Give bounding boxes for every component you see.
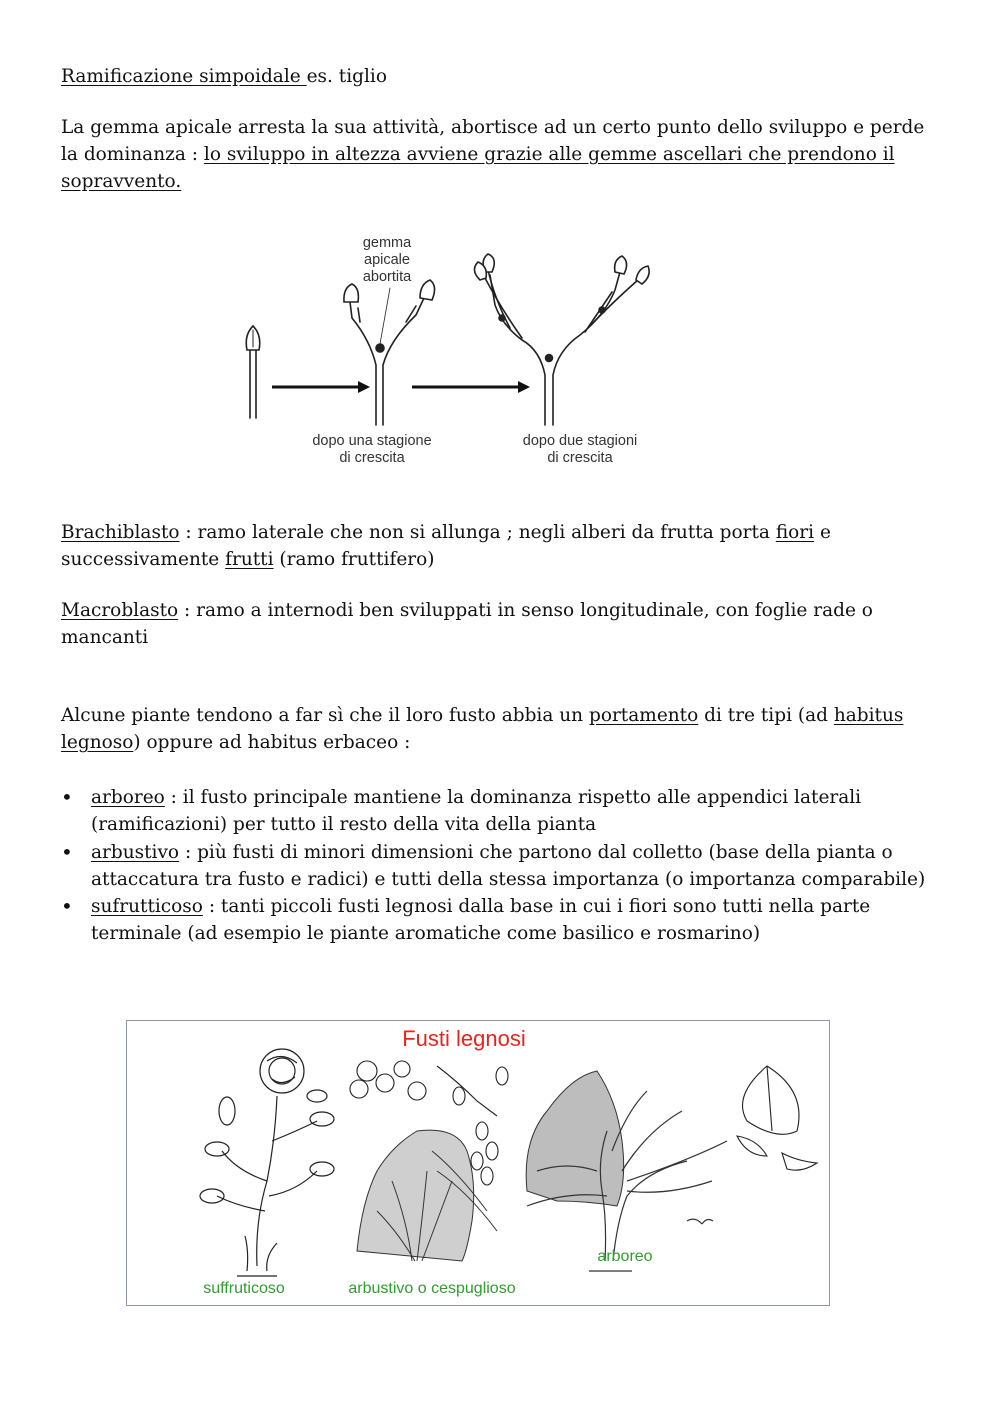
macroblasto-term: Macroblasto: [61, 600, 179, 621]
heading-title: Ramificazione simpoidale: [61, 66, 307, 87]
stage2-right-branch: [383, 298, 424, 425]
aborted-bud-mark: [376, 344, 384, 352]
caption-one-season-1: dopo una stagione: [312, 433, 432, 449]
sympodial-branching-diagram: [240, 230, 670, 475]
brachiblasto-text-1: : ramo laterale che non si allunga ; negli alberi da frutta porta: [179, 522, 776, 543]
brachiblasto-term: Brachiblasto: [61, 522, 180, 543]
intro-text-3: ) oppure ad habitus erbaceo :: [133, 732, 411, 753]
brachiblasto-paragraph: [61, 519, 941, 573]
para1-text: La gemma apicale arresta la sua attività, abortisce ad un certo punto dello sviluppo e perde la dominanza :: [61, 117, 925, 165]
tree-drawing: [526, 1071, 727, 1271]
caption-two-seasons-1: dopo due stagioni: [522, 433, 638, 449]
woody-stems-illustration: [127, 1021, 831, 1307]
bullet-term-arbustivo: arbustivo: [91, 841, 180, 863]
bullet-term-arboreo: arboreo: [91, 787, 165, 808]
intro-habitus-legnoso: habitus legnoso: [61, 705, 904, 753]
intro-text-2: di tre tipi (ad: [698, 705, 834, 726]
intro-portamento: portamento: [588, 705, 699, 726]
bullet-text: : il fusto principale mantiene la dominanza rispetto alle appendici laterali (ramificazioni) per tutto il resto della vita della pianta: [91, 787, 862, 836]
bullet-term-sufrutticoso: sufrutticoso: [91, 896, 203, 918]
label-apicale: apicale: [364, 252, 410, 268]
macroblasto-paragraph: [61, 597, 941, 651]
brachiblasto-text-2: e successivamente: [61, 522, 831, 570]
section-heading: [61, 63, 941, 90]
habitus-intro-paragraph: [61, 702, 941, 756]
habitus-bullet-list: [61, 784, 951, 948]
figure-title: Fusti legnosi: [402, 1026, 526, 1051]
apical-bud-paragraph: [61, 114, 941, 195]
leaves-drawing: [737, 1066, 817, 1170]
para1-underlined: lo sviluppo in altezza avviene grazie alle gemme ascellari che prendono il sopravvento.: [61, 144, 895, 192]
macroblasto-text: : ramo a internodi ben sviluppati in senso longitudinale, con foglie rade o mancanti: [61, 600, 873, 648]
list-item: [61, 784, 951, 839]
label-arbustivo: arbustivo o cespuglioso: [348, 1280, 516, 1297]
brachiblasto-frutti: frutti: [225, 549, 274, 570]
woody-stems-figure: [126, 1020, 830, 1306]
bullet-text: : più fusti di minori dimensioni che partono dal colletto (base della pianta o attaccatura tra fusto e radici) e tutti della stessa importanza (o importanza comparabile): [91, 841, 926, 890]
rose-drawing: [200, 1049, 334, 1276]
caption-one-season-2: di crescita: [339, 450, 405, 466]
list-item: [61, 839, 951, 894]
heading-suffix: es. tiglio: [306, 66, 387, 87]
caption-two-seasons-2: di crescita: [547, 450, 613, 466]
label-arboreo: arboreo: [597, 1248, 653, 1265]
brachiblasto-fiori: fiori: [775, 522, 815, 543]
label-gemma: gemma: [362, 235, 412, 251]
bullet-text: : tanti piccoli fusti legnosi dalla base in cui i fiori sono tutti nella parte terminale (ad esempio le piante aromatiche come basilico e rosmarino): [91, 896, 871, 945]
brachiblasto-text-3: (ramo fruttifero): [273, 549, 435, 570]
stage2-left-branch: [350, 302, 376, 425]
shrub-drawing: [357, 1130, 497, 1261]
intro-text-1: Alcune piante tendono a far sì che il loro fusto abbia un: [61, 705, 589, 726]
twig-stage1-stem: [250, 350, 256, 418]
list-item: [61, 893, 951, 948]
label-suffruticoso: suffruticoso: [203, 1280, 285, 1297]
label-abortita: abortita: [362, 269, 412, 285]
